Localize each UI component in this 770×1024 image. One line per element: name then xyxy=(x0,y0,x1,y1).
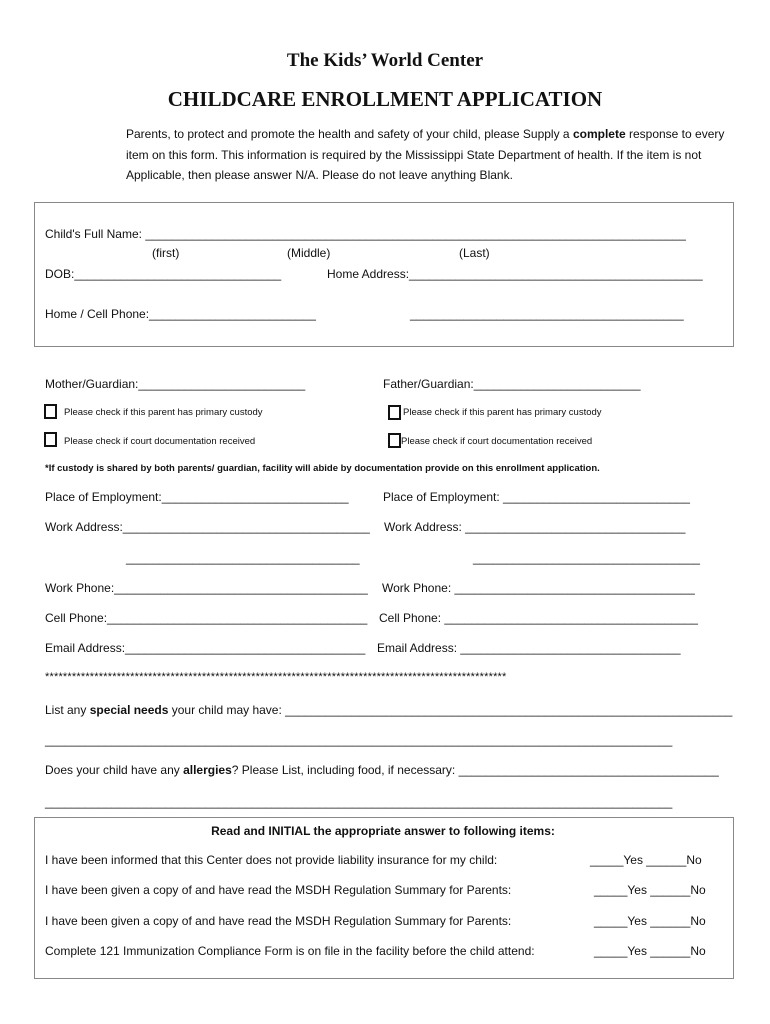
father-work-phone-field[interactable]: Work Phone: ____________________________________ xyxy=(382,581,695,595)
father-email-field[interactable]: Email Address: _________________________________ xyxy=(377,641,681,655)
mother-work-address-field[interactable]: Work Address:_____________________________________ xyxy=(45,520,370,534)
home-address-field[interactable]: Home Address:____________________________________________ xyxy=(327,267,703,281)
mother-employment-field[interactable]: Place of Employment:____________________________ xyxy=(45,490,349,504)
home-phone-field[interactable]: Home / Cell Phone:_________________________ xyxy=(45,307,316,321)
initials-item-answer[interactable]: _____Yes ______No xyxy=(590,853,702,867)
home-phone-extra-field[interactable]: _________________________________________ xyxy=(410,307,684,321)
father-custody-label: Please check if this parent has primary custody xyxy=(403,407,602,418)
mother-court-label: Please check if court documentation received xyxy=(64,436,256,447)
special-needs-pre: List any xyxy=(45,703,90,717)
initials-item-text: Complete 121 Immunization Compliance Form is on file in the facility before the child attend: xyxy=(45,944,535,958)
allergies-pre: Does your child have any xyxy=(45,763,184,777)
mother-work-phone-field[interactable]: Work Phone:______________________________________ xyxy=(45,581,368,595)
father-court-checkbox[interactable] xyxy=(388,433,401,448)
initials-item-answer[interactable]: _____Yes ______No xyxy=(594,914,706,928)
father-cell-phone-field[interactable]: Cell Phone: ______________________________________ xyxy=(379,611,698,625)
allergies-field[interactable] xyxy=(45,763,719,777)
allergies-bold: allergies xyxy=(183,763,232,777)
initials-item-answer[interactable]: _____Yes ______No xyxy=(594,944,706,958)
intro-paragraph xyxy=(126,124,726,186)
father-custody-checkbox[interactable] xyxy=(388,405,401,420)
mother-custody-checkbox[interactable] xyxy=(44,404,57,419)
center-name: The Kids’ World Center xyxy=(286,50,484,71)
mother-guardian-field[interactable]: Mother/Guardian:_________________________ xyxy=(45,377,306,391)
initials-item-text: I have been given a copy of and have read the MSDH Regulation Summary for Parents: xyxy=(45,883,512,897)
initials-heading: Read and INITIAL the appropriate answer to following items: xyxy=(211,824,555,838)
father-work-address-line2[interactable]: __________________________________ xyxy=(473,551,700,565)
custody-note: *If custody is shared by both parents/ guardian, facility will abide by documentation provide on this enrollment application. xyxy=(45,463,600,474)
special-needs-bold: special needs xyxy=(89,703,169,717)
father-work-address-field[interactable]: Work Address: _________________________________ xyxy=(384,520,686,534)
intro-text-post: response to every item on this form. This information is required by the Mississippi State Department of health. If the item is not Applicable, then please answer N/A. Please do not leave anything Blank. xyxy=(126,127,725,182)
separator-line: ******************************************************************************************************* xyxy=(45,671,507,683)
mother-custody-label: Please check if this parent has primary custody xyxy=(64,407,263,418)
middle-name-caption: (Middle) xyxy=(287,246,331,260)
mother-email-field[interactable]: Email Address:____________________________________ xyxy=(45,641,366,655)
last-name-caption: (Last) xyxy=(459,246,490,260)
dob-field[interactable]: DOB:_______________________________ xyxy=(45,267,282,281)
initials-item-text: I have been informed that this Center does not provide liability insurance for my child: xyxy=(45,853,498,867)
special-needs-field[interactable] xyxy=(45,703,732,717)
initials-item-answer[interactable]: _____Yes ______No xyxy=(594,883,706,897)
intro-text-pre: Parents, to protect and promote the health and safety of your child, please Supply a xyxy=(126,127,573,141)
first-name-caption: (first) xyxy=(152,246,180,260)
mother-cell-phone-field[interactable]: Cell Phone:_______________________________________ xyxy=(45,611,368,625)
father-court-label: Please check if court documentation received xyxy=(401,436,593,447)
form-title: CHILDCARE ENROLLMENT APPLICATION xyxy=(167,87,603,111)
mother-court-checkbox[interactable] xyxy=(44,432,57,447)
father-employment-field[interactable]: Place of Employment: ____________________________ xyxy=(383,490,690,504)
allergies-post: ? Please List, including food, if necessary: _______________________________________ xyxy=(231,763,719,777)
child-name-field[interactable]: Child's Full Name: _________________________________________________________________________________ xyxy=(45,227,686,241)
allergies-blank[interactable]: ______________________________________________________________________________________________ xyxy=(45,795,673,809)
intro-text-bold: complete xyxy=(572,127,626,141)
initials-item-text: I have been given a copy of and have read the MSDH Regulation Summary for Parents: xyxy=(45,914,512,928)
special-needs-post: your child may have: ___________________________________________________________________ xyxy=(168,703,733,717)
special-needs-blank[interactable]: ______________________________________________________________________________________________ xyxy=(45,733,673,747)
father-guardian-field[interactable]: Father/Guardian:_________________________ xyxy=(383,377,641,391)
mother-work-address-line2[interactable]: ___________________________________ xyxy=(126,551,360,565)
